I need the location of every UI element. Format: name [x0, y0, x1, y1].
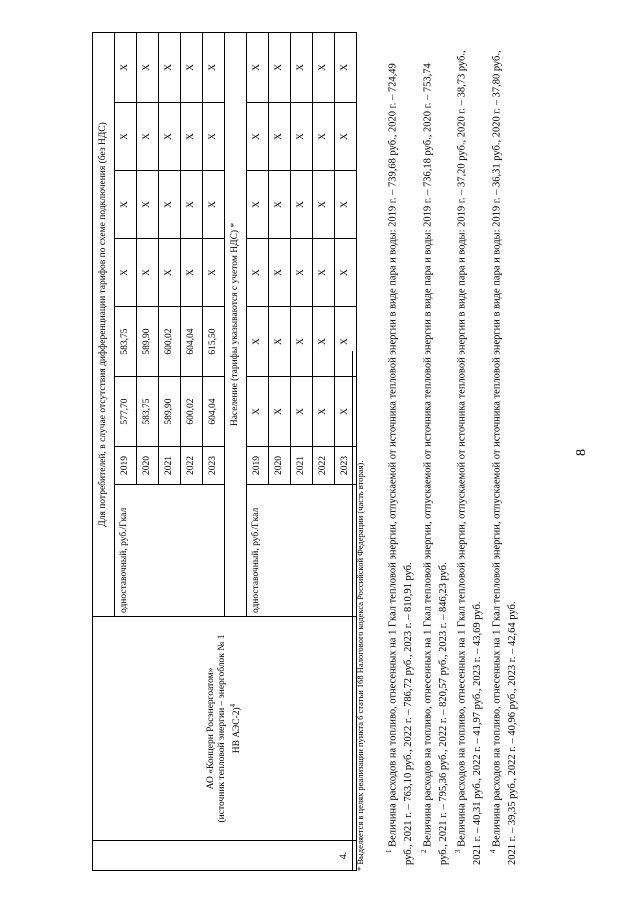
- year-cell: 2020: [269, 447, 291, 485]
- x-cell: Х: [203, 171, 225, 239]
- tariff-type-cell: одноставочный, руб./Гкал: [115, 485, 225, 617]
- x-cell: Х: [291, 377, 313, 447]
- year-cell: 2020: [137, 447, 159, 485]
- footnotes: [382, 40, 520, 865]
- tariff-value-h2: 583,75: [115, 307, 137, 377]
- tariff-value-h1: 577,70: [115, 377, 137, 447]
- page-number: 8: [574, 449, 589, 456]
- year-cell: 2021: [159, 447, 181, 485]
- tariff-value-h1: 589,90: [159, 377, 181, 447]
- x-cell: Х: [335, 377, 357, 447]
- tariff-value-h1: 583,75: [137, 377, 159, 447]
- footnote-number: 3: [454, 849, 462, 853]
- consumers-section-header: Для потребителей, в случае отсутствия дифференциации тарифов по схеме подключения (без НДС): [93, 32, 115, 616]
- x-cell: Х: [269, 103, 291, 171]
- year-cell: 2019: [247, 447, 269, 485]
- x-cell: Х: [335, 32, 357, 102]
- x-cell: Х: [269, 307, 291, 377]
- year-cell: 2021: [291, 447, 313, 485]
- x-cell: Х: [115, 239, 137, 307]
- x-cell: Х: [247, 103, 269, 171]
- year-cell: 2019: [115, 447, 137, 485]
- x-cell: Х: [291, 103, 313, 171]
- x-cell: Х: [159, 171, 181, 239]
- tariff-value-h1: 600,02: [181, 377, 203, 447]
- vat-footnote: * Выделяется в целях реализации пункта 6 статьи 168 Налогового кодекса Российской Федерации (часть вторая).: [352, 351, 365, 871]
- footnote: [486, 40, 521, 865]
- x-cell: Х: [291, 239, 313, 307]
- x-cell: Х: [203, 239, 225, 307]
- x-cell: Х: [115, 103, 137, 171]
- x-cell: Х: [335, 103, 357, 171]
- population-section-header: Население (тарифы указываются с учетом НДС) *: [225, 32, 247, 616]
- x-cell: Х: [269, 32, 291, 102]
- x-cell: Х: [137, 103, 159, 171]
- x-cell: Х: [269, 239, 291, 307]
- tariff-value-h1: 604,04: [203, 377, 225, 447]
- tariff-value-h2: 604,04: [181, 307, 203, 377]
- tariff-value-h2: 589,90: [137, 307, 159, 377]
- x-cell: Х: [247, 239, 269, 307]
- row-number: 4.: [339, 851, 349, 860]
- organization-footnote-ref: 4: [228, 703, 237, 708]
- x-cell: Х: [269, 171, 291, 239]
- tariff-value-h2: 615,50: [203, 307, 225, 377]
- x-cell: Х: [313, 171, 335, 239]
- footnote-text: Величина расходов на топливо, отнесенных на 1 Гкал тепловой энергии, отпускаемой от источника тепловой энергии в виде пара и воды: 2019 г. – 37,20 руб., 2020 г. – 38,73 руб., 2021 г. – 40,31 руб., 2022 г. – 41,97 руб., 2023 г. – 43,69 руб.: [456, 50, 483, 865]
- x-cell: Х: [247, 171, 269, 239]
- x-cell: Х: [181, 32, 203, 102]
- x-cell: Х: [159, 103, 181, 171]
- footnote-text: Величина расходов на топливо, отнесенных на 1 Гкал тепловой энергии, отпускаемой от источника тепловой энергии в виде пара и воды: 2019 г. – 36,31 руб., 2020 г. – 37,80 руб., 2021 г. – 39,35 руб., 2022 г. – 40,96 руб., 2023 г. – 42,64 руб.: [491, 50, 518, 865]
- footnote: [451, 40, 486, 865]
- footnote-number: 2: [419, 849, 428, 853]
- footnote-text: Величина расходов на топливо, отнесенных на 1 Гкал тепловой энергии, отпускаемой от источника тепловой энергии в виде пара и воды: 2019 г. – 739,68 руб., 2020 г. – 724,49 руб., 2021 г. – 763,10 руб., 2022 г. – 786,72 руб., 2023 г. – 810,91 руб.: [387, 63, 414, 865]
- footnote-text: Величина расходов на топливо, отнесенных на 1 Гкал тепловой энергии, отпускаемой от источника тепловой энергии в виде пара и воды: 2019 г. – 736,18 руб., 2020 г. – 753,74 руб., 2021 г. – 795,36 руб., 2022 г. – 820,57 руб., 2023 г. – 846,23 руб.: [422, 63, 449, 865]
- population-tariff-type-cell: одноставочный, руб./Гкал: [247, 485, 357, 617]
- x-cell: Х: [313, 103, 335, 171]
- footnote-number: 4: [488, 849, 497, 853]
- year-cell: 2023: [335, 447, 357, 485]
- x-cell: Х: [335, 307, 357, 377]
- footnote: [417, 40, 452, 865]
- x-cell: Х: [313, 377, 335, 447]
- x-cell: Х: [181, 103, 203, 171]
- x-cell: Х: [291, 32, 313, 102]
- x-cell: Х: [203, 103, 225, 171]
- x-cell: Х: [159, 32, 181, 102]
- tariff-value-h2: 600,02: [159, 307, 181, 377]
- year-cell: 2022: [313, 447, 335, 485]
- x-cell: Х: [181, 239, 203, 307]
- year-cell: 2023: [203, 447, 225, 485]
- x-cell: Х: [115, 32, 137, 102]
- year-cell: 2022: [181, 447, 203, 485]
- x-cell: Х: [159, 239, 181, 307]
- x-cell: Х: [247, 377, 269, 447]
- row-number-cell: [93, 841, 357, 871]
- x-cell: Х: [269, 377, 291, 447]
- x-cell: Х: [291, 171, 313, 239]
- x-cell: Х: [291, 307, 313, 377]
- x-cell: Х: [137, 239, 159, 307]
- x-cell: Х: [115, 171, 137, 239]
- organization-line-2: (источник тепловой энергии – энергоблок № 1: [216, 634, 227, 823]
- x-cell: Х: [247, 32, 269, 102]
- x-cell: Х: [137, 32, 159, 102]
- x-cell: Х: [247, 307, 269, 377]
- footnote-number: 1: [385, 849, 393, 853]
- x-cell: Х: [313, 239, 335, 307]
- organization-line-3: НВ АЭС-2)$^4$: [228, 703, 243, 754]
- x-cell: Х: [203, 32, 225, 102]
- table-header-row: [93, 32, 115, 870]
- organization-cell: [93, 617, 357, 841]
- organization-line-1: АО «Концерн Росэнергоатом»: [205, 667, 216, 790]
- footnote: [382, 40, 417, 865]
- x-cell: Х: [313, 307, 335, 377]
- x-cell: Х: [335, 239, 357, 307]
- x-cell: Х: [335, 171, 357, 239]
- x-cell: Х: [181, 171, 203, 239]
- x-cell: Х: [313, 32, 335, 102]
- tariff-table: [92, 32, 357, 871]
- x-cell: Х: [137, 171, 159, 239]
